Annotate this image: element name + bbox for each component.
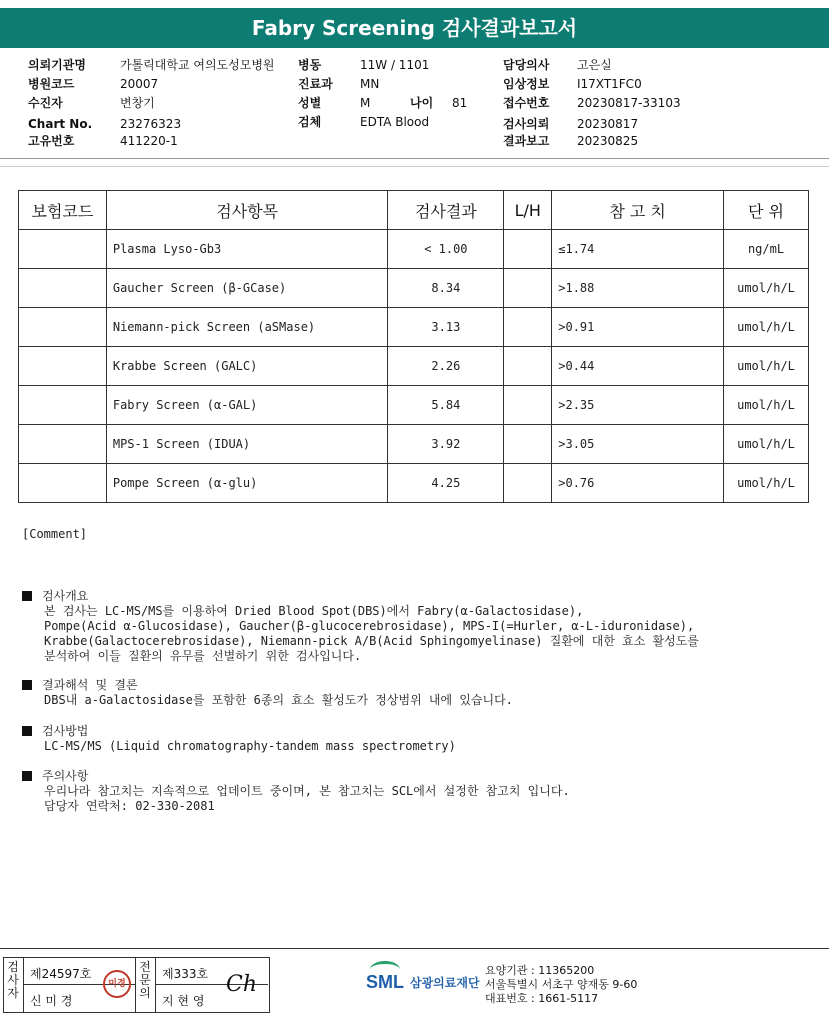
value-chart-no: 23276323 [120, 117, 182, 131]
cell-lh [504, 308, 552, 347]
label-unique-no: 고유번호 [28, 134, 75, 148]
cell-lh [504, 386, 552, 425]
table-row [19, 347, 809, 386]
cell-unit: umol/h/L [724, 464, 809, 503]
value-unique-no: 411220-1 [120, 134, 178, 148]
cell-code [19, 464, 107, 503]
label-sex: 성별 [298, 96, 322, 110]
value-ward: 11W / 1101 [360, 58, 430, 72]
value-request-date: 20230817 [577, 117, 639, 131]
label-specimen: 검체 [298, 115, 322, 129]
section-method [22, 722, 812, 754]
cell-item: Niemann-pick Screen (aSMase) [106, 308, 388, 347]
cell-result: 3.92 [388, 425, 504, 464]
tester-name: 신 미 경 [30, 994, 73, 1008]
specialist-signature-icon: Ch [226, 972, 258, 997]
cell-result: < 1.00 [388, 230, 504, 269]
section-title: 검사개요 [42, 589, 89, 603]
cell-code [19, 308, 107, 347]
cell-unit: umol/h/L [724, 269, 809, 308]
cell-code [19, 230, 107, 269]
cell-unit: ng/mL [724, 230, 809, 269]
label-clinical-info: 임상정보 [503, 77, 550, 91]
cell-reference: >3.05 [552, 425, 724, 464]
bullet-square-icon [22, 726, 32, 736]
value-clinical-info: I17XT1FC0 [577, 77, 642, 91]
cell-item: MPS-1 Screen (IDUA) [106, 425, 388, 464]
table-row [19, 230, 809, 269]
cell-reference: >0.76 [552, 464, 724, 503]
cell-item: Pompe Screen (α-glu) [106, 464, 388, 503]
sml-logo-text: SML [366, 972, 404, 992]
cell-code [19, 425, 107, 464]
cell-unit: umol/h/L [724, 425, 809, 464]
value-report-date: 20230825 [577, 134, 639, 148]
cell-item: Fabry Screen (α-GAL) [106, 386, 388, 425]
header-divider-light [0, 166, 829, 167]
cell-result: 2.26 [388, 347, 504, 386]
label-department: 진료과 [298, 77, 333, 91]
cell-code [19, 347, 107, 386]
label-receipt-no: 접수번호 [503, 96, 550, 110]
header-reference: 참 고 치 [552, 191, 724, 230]
cell-reference: >1.88 [552, 269, 724, 308]
label-age: 나이 [410, 96, 434, 110]
value-department: MN [360, 77, 380, 91]
bullet-square-icon [22, 591, 32, 601]
section-interpretation [22, 676, 812, 708]
cell-unit: umol/h/L [724, 308, 809, 347]
value-age: 81 [452, 96, 468, 110]
specialist-label: 전문의 [139, 960, 151, 1000]
cell-code [19, 386, 107, 425]
results-table [18, 190, 809, 503]
section-overview [22, 587, 812, 664]
signature-box [3, 957, 270, 1013]
report-title: Fabry Screening 검사결과보고서 [0, 8, 829, 48]
cell-result: 3.13 [388, 308, 504, 347]
cell-reference: >0.91 [552, 308, 724, 347]
header-divider [0, 158, 829, 159]
cell-item: Krabbe Screen (GALC) [106, 347, 388, 386]
table-row [19, 386, 809, 425]
cell-item: Plasma Lyso-Gb3 [106, 230, 388, 269]
header-test-item: 검사항목 [106, 191, 388, 230]
table-row [19, 308, 809, 347]
label-chart-no: Chart No. [28, 117, 93, 131]
value-specimen: EDTA Blood [360, 115, 430, 129]
bullet-square-icon [22, 771, 32, 781]
label-report-date: 결과보고 [503, 134, 550, 148]
cell-result: 5.84 [388, 386, 504, 425]
table-row [19, 269, 809, 308]
tester-label: 검사자 [7, 960, 19, 1000]
section-body: 본 검사는 LC-MS/MS를 이용하여 Dried Blood Spot(DBS)에서 Fabry(α-Galactosidase), Pompe(Acid α-Glucosidase), Gaucher(β-glucocerebrosidase), MPS-I(=Hurler, α-L-iduronidase), Krabbe(Galactocerebrosidase), Niemann-pick A/B(Acid Sphingomyelinase) 질환에 대한 효소 활성도를 분석하여 이들 질환의 유무를 선별하기 위한 검사입니다. [44, 604, 699, 663]
bullet-square-icon [22, 680, 32, 690]
table-header-row [19, 191, 809, 230]
section-title: 결과해석 및 결론 [42, 678, 138, 692]
cell-lh [504, 269, 552, 308]
cell-lh [504, 347, 552, 386]
comment-label: [Comment] [22, 527, 88, 541]
header-unit: 단 위 [724, 191, 809, 230]
institution-code: 요양기관 : 11365200 [485, 964, 595, 977]
tester-seal-icon: 미경 [103, 970, 131, 998]
tester-license-no: 제24597호 [30, 967, 92, 981]
label-request-date: 검사의뢰 [503, 117, 550, 131]
specialist-name: 지 현 영 [162, 994, 205, 1008]
label-patient: 수진자 [28, 96, 63, 110]
value-sex: M [360, 96, 371, 110]
section-title: 주의사항 [42, 769, 89, 783]
header-lh: L/H [504, 191, 552, 230]
label-doctor: 담당의사 [503, 58, 550, 72]
specialist-license-no: 제333호 [162, 967, 209, 981]
section-body: LC-MS/MS (Liquid chromatography-tandem mass spectrometry) [44, 739, 456, 753]
cell-reference: ≤1.74 [552, 230, 724, 269]
footer-divider [0, 948, 829, 949]
cell-unit: umol/h/L [724, 386, 809, 425]
institution-address: 서울특별시 서초구 양재동 9-60 [485, 978, 638, 991]
section-body: DBS내 a-Galactosidase를 포함한 6종의 효소 활성도가 정상범위 내에 있습니다. [44, 693, 513, 707]
cell-result: 8.34 [388, 269, 504, 308]
cell-lh [504, 230, 552, 269]
label-referring-institution: 의뢰기관명 [28, 58, 86, 72]
institution-phone: 대표번호 : 1661-5117 [485, 992, 599, 1005]
cell-lh [504, 464, 552, 503]
label-hospital-code: 병원코드 [28, 77, 75, 91]
value-patient: 변창기 [120, 96, 155, 110]
section-body: 우리나라 참고치는 지속적으로 업데이트 중이며, 본 참고치는 SCL에서 설정한 참고치 입니다. 담당자 연락처: 02-330-2081 [44, 784, 570, 813]
section-caution [22, 767, 812, 814]
table-row [19, 464, 809, 503]
footer [0, 952, 829, 1012]
value-hospital-code: 20007 [120, 77, 159, 91]
cell-unit: umol/h/L [724, 347, 809, 386]
header-insurance-code: 보험코드 [19, 191, 107, 230]
institution-name: 삼광의료재단 [410, 976, 480, 990]
cell-code [19, 269, 107, 308]
header-result: 검사결과 [388, 191, 504, 230]
cell-reference: >2.35 [552, 386, 724, 425]
label-ward: 병동 [298, 58, 322, 72]
cell-result: 4.25 [388, 464, 504, 503]
cell-lh [504, 425, 552, 464]
value-doctor: 고은실 [577, 58, 612, 72]
cell-item: Gaucher Screen (β-GCase) [106, 269, 388, 308]
value-referring-institution: 가톨릭대학교 여의도성모병원 [120, 58, 275, 72]
value-receipt-no: 20230817-33103 [577, 96, 681, 110]
table-row [19, 425, 809, 464]
section-title: 검사방법 [42, 724, 89, 738]
cell-reference: >0.44 [552, 347, 724, 386]
